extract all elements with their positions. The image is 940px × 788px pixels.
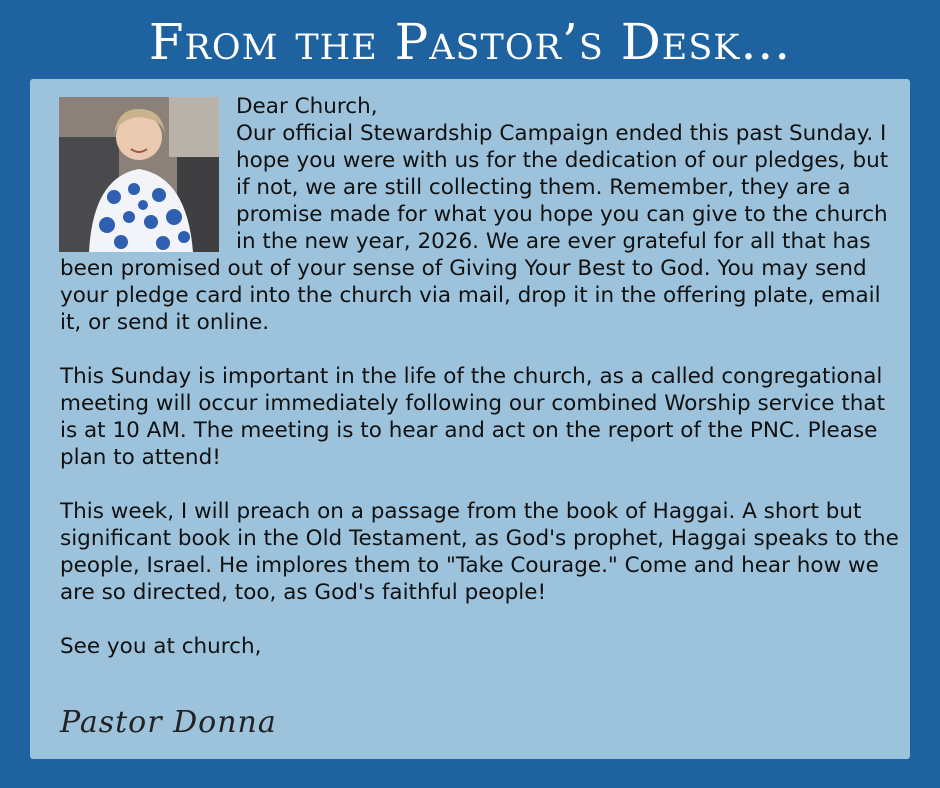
letter-body <box>60 93 900 660</box>
letter-panel <box>30 79 910 759</box>
paragraph-sermon: This week, I will preach on a passage from the book of Haggai. A short but significant book in the Old Testament, as God's prophet, Haggai speaks to the people, Israel. He implores them to "Take Courage." Come and hear how we are so directed, too, as God's faithful people! <box>60 499 899 605</box>
salutation: Dear Church, <box>236 94 378 119</box>
signature: Pastor Donna <box>60 705 277 740</box>
page-title: From the Pastor’s Desk... <box>148 13 792 71</box>
paragraph-meeting: This Sunday is important in the life of the church, as a called congregational meeting will occur immediately following our combined Worship service that is at 10 AM. The meeting is to hear and act on the report of the PNC. Please plan to attend! <box>60 364 886 470</box>
paragraph-stewardship: Our official Stewardship Campaign ended this past Sunday. I hope you were with us for the dedication of our pledges, but if not, we are still collecting them. Remember, they are a promise made for what you hope you can give to the church in the new year, 2026. We are ever grateful for all that has been promised out of your sense of Giving Your Best to God. You may send your pledge card into the church via mail, drop it in the offering plate, email it, or send it online. <box>60 121 889 335</box>
closing: See you at church, <box>60 634 262 659</box>
